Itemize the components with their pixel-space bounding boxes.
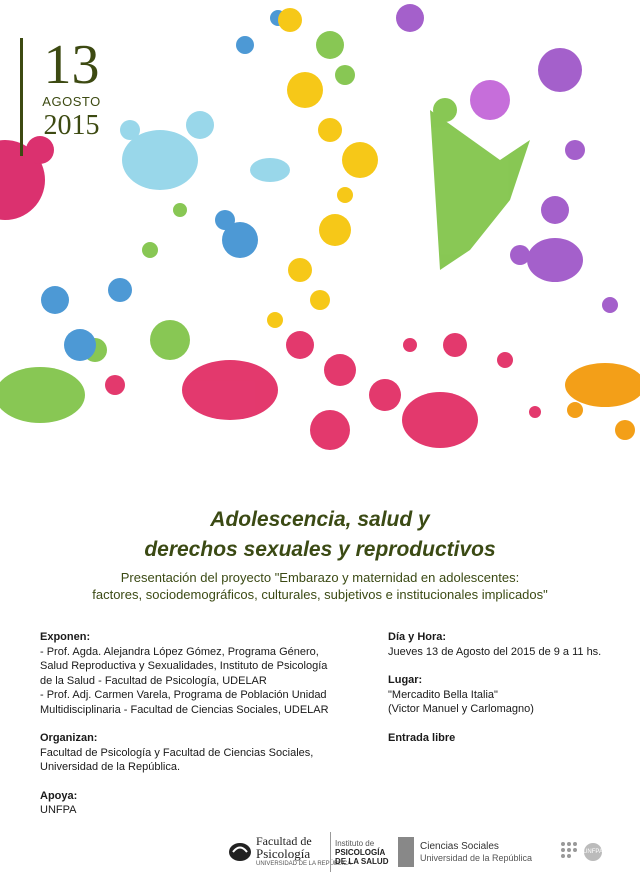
date-divider <box>20 38 23 156</box>
apoya-line: UNFPA <box>40 804 77 816</box>
instituto-line-3: DE LA SALUD <box>335 856 389 866</box>
lugar-heading: Lugar: <box>388 674 423 686</box>
left-info-column <box>40 630 370 818</box>
title-line-2: derechos sexuales y reproductivos <box>144 538 496 561</box>
exponen-heading: Exponen: <box>40 631 91 643</box>
sociales-line-2: Universidad de la República <box>420 852 533 863</box>
ciencias-sociales-logo-icon <box>398 837 414 867</box>
organizan-heading: Organizan: <box>40 732 98 744</box>
event-date <box>24 34 119 141</box>
psicologia-line-1: Facultad de <box>256 834 312 848</box>
unfpa-label: UNFPA <box>584 843 602 861</box>
sociales-line-1: Ciencias Sociales <box>420 840 499 852</box>
organizan-line: Facultad de Psicología y Facultad de Ciencias Sociales, <box>40 746 314 759</box>
footer-logos <box>0 832 640 874</box>
subtitle-line-1: Presentación del proyecto "Embarazo y maternidad en adolescentes: <box>120 570 520 585</box>
exponen-line: Multidisciplinaria - Facultad de Ciencias Sociales, UDELAR <box>40 703 329 716</box>
lugar-line: "Mercadito Bella Italia" <box>388 688 498 701</box>
event-subtitle <box>0 569 640 603</box>
dia-hora-line: Jueves 13 de Agosto del 2015 de 9 a 11 hs. <box>388 645 602 658</box>
entrada-libre: Entrada libre <box>388 731 456 744</box>
logo-ciencias-sociales <box>398 832 532 872</box>
right-info-column <box>388 630 628 745</box>
exponen-line: - Prof. Agda. Alejandra López Gómez, Programa Género, <box>40 645 319 658</box>
apoya-heading: Apoya: <box>40 789 78 802</box>
title-line-1: Adolescencia, salud y <box>210 508 430 531</box>
date-day: 13 <box>43 34 100 96</box>
exponen-line: de la Salud - Facultad de Psicología, UDELAR <box>40 674 267 687</box>
unfpa-dots-icon <box>560 841 582 863</box>
dia-hora-heading: Día y Hora: <box>388 631 447 643</box>
instituto-line-2: PSICOLOGÍA <box>335 847 386 857</box>
date-year: 2015 <box>43 110 100 141</box>
exponen-line: - Prof. Adj. Carmen Varela, Programa de Población Unidad <box>40 689 327 701</box>
subtitle-line-2: factores, sociodemográficos, culturales, subjetivos e institucionales implicados" <box>92 587 548 602</box>
instituto-line-1: Instituto de <box>335 838 375 848</box>
organizan-line: Universidad de la República. <box>40 761 181 773</box>
event-title <box>0 505 640 565</box>
lugar-line: (Victor Manuel y Carlomagno) <box>388 703 534 715</box>
psicologia-logo-icon <box>228 841 252 863</box>
psicologia-line-2: Psicología <box>256 846 311 861</box>
logo-instituto-psicologia-salud <box>330 832 388 872</box>
date-month: AGOSTO <box>42 94 101 109</box>
exponen-line: Salud Reproductiva y Sexualidades, Instituto de Psicología <box>40 660 328 672</box>
psicologia-sub: UNIVERSIDAD DE LA REPÚBLICA <box>256 861 352 867</box>
logo-unfpa <box>560 832 602 872</box>
